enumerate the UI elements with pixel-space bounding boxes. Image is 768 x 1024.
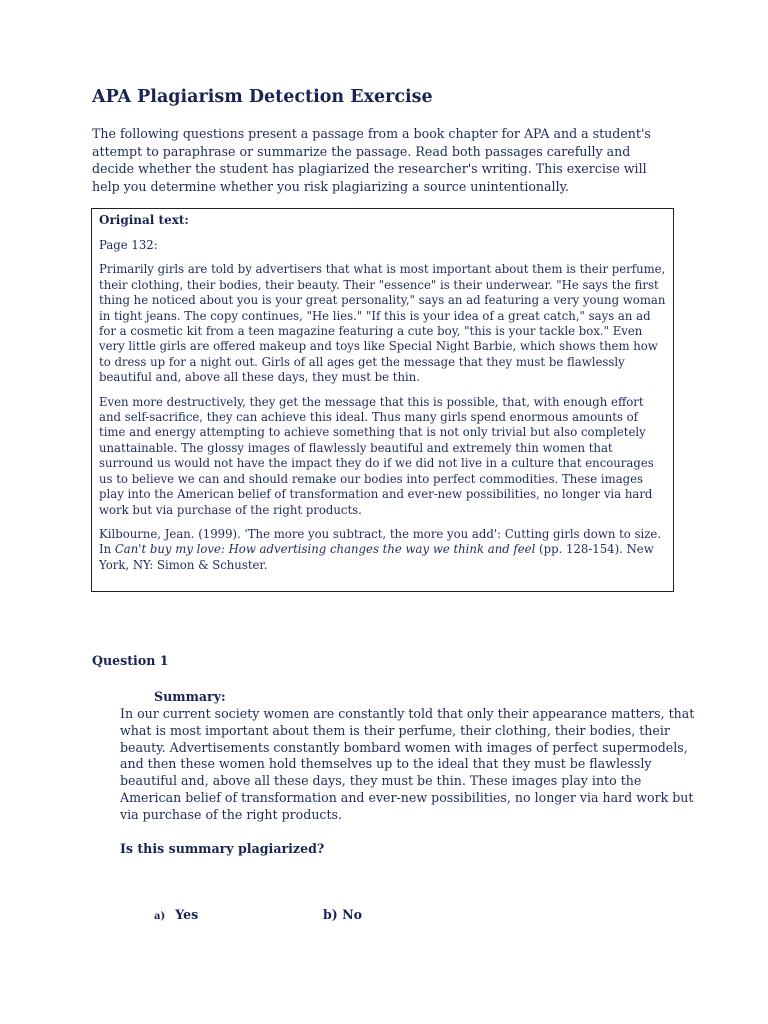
citation-book-title: Can't buy my love: How advertising changes the way we think and feel — [114, 542, 536, 557]
intro-paragraph: The following questions present a passage from a book chapter for APA and a student's attempt to paraphrase or summarize the passage. Read both passages carefully and decide whether the student has plagiarized the researcher's writing. This exercise will help you determine whether you risk plagiarizing a source unintentionally. — [92, 126, 651, 194]
page-reference: Page 132: — [99, 238, 158, 252]
answer-options — [154, 907, 554, 927]
citation-in: In — [99, 542, 115, 557]
question-prompt: Is this summary plagiarized? — [120, 841, 325, 856]
original-paragraph-2: Even more destructively, they get the message that this is possible, that, with enough effort and self-sacrifice, they can achieve this ideal. Thus many girls spend enormous amounts of time and energy attempting to achieve something that is not only trivial but also completely unattainable. The glossy images of flawlessly beautiful and extremely thin women that surround us would not have the impact they do if we did not live in a culture that encourages us to believe we can and should remake our bodies into perfect commodities. These images play into the American belief of transformation and ever-new possibilities, no longer via hard work but via purchase of the right products. — [99, 394, 654, 517]
question-heading: Question 1 — [92, 653, 169, 668]
option-no[interactable] — [323, 907, 362, 922]
option-a-marker: a) — [154, 911, 166, 922]
option-yes-label: Yes — [175, 907, 199, 922]
summary-text: In our current society women are constantly told that only their appearance matters, that what is most important about them is their perfume, their clothing, their bodies, their beauty. Advertisements constantly bombard women with images of perfect supermodels, and then these women hold themselves up to the ideal that they must be flawlessly beautiful and, above all these days, they must be thin. These images play into the American belief of transformation and ever-new possibilities, no longer via hard work but via purchase of the right products. — [120, 706, 695, 822]
summary-label: Summary: — [154, 689, 226, 704]
original-paragraph-1: Primarily girls are told by advertisers that what is most important about them is their perfume, their clothing, their bodies, their beauty. Their "essence" is their underwear. "He says the first thing he noticed about you is your great personality," says an ad featuring a very young woman in tight jeans. The copy continues, "He lies." "If this is your idea of a great catch," says an ad for a cosmetic kit from a teen magazine featuring a cute boy, "this is your tackle box." Even very little girls are offered makeup and toys like Special Night Barbie, which shows them how to dress up for a night out. Girls of all ages get the message that they must be flawlessly beautiful and, above all these days, they must be thin. — [99, 262, 666, 385]
original-text-heading: Original text: — [99, 213, 189, 227]
option-yes[interactable] — [154, 907, 198, 922]
citation-publisher: (pp. 128-154). New York, NY: Simon & Schuster. — [99, 542, 654, 572]
original-text-box — [91, 208, 674, 592]
option-no-label: No — [342, 907, 363, 922]
citation — [99, 527, 667, 573]
citation-line-1: Kilbourne, Jean. (1999). 'The more you subtract, the more you add': Cutting girls down to size. — [99, 526, 662, 541]
page-title: APA Plagiarism Detection Exercise — [92, 87, 433, 107]
option-b-marker: b) — [323, 907, 338, 922]
